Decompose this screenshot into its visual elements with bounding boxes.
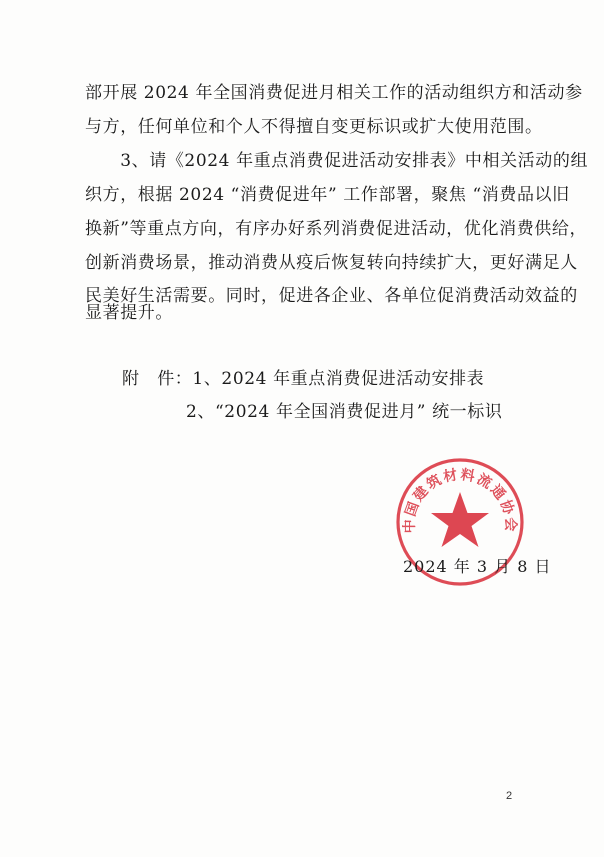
body-line-1: 部开展 2024 年全国消费促进月相关工作的活动组织方和活动参 — [85, 83, 583, 103]
body-line-8: 显著提升。 — [85, 303, 173, 323]
body-line-5: 换新”等重点方向，有序办好系列消费促进活动，优化消费供给， — [85, 219, 588, 239]
signature-date: 2024 年 3 月 8 日 — [403, 557, 552, 576]
seal-star-icon — [431, 492, 489, 547]
body-line-7: 民美好生活需要。同时，促进各企业、各单位促消费活动效益的 — [85, 286, 578, 306]
body-line-3: 3、请《2024 年重点消费促进活动安排表》中相关活动的组 — [85, 151, 589, 171]
body-line-4: 织方，根据 2024 “消费促进年” 工作部署，聚焦 “消费品以旧 — [85, 185, 570, 205]
attachment-line-2: 2、“2024 年全国消费促进月” 统一标识 — [186, 402, 503, 422]
body-line-2: 与方，任何单位和个人不得擅自变更标识或扩大使用范围。 — [85, 117, 543, 137]
page-number: 2 — [506, 790, 513, 802]
attachment-line-1: 附 件：1、2024 年重点消费促进活动安排表 — [122, 369, 485, 389]
body-line-6: 创新消费场景，推动消费从疫后恢复转向持续扩大，更好满足人 — [85, 253, 578, 273]
seal-text: 中国建筑材料流通协会 — [401, 466, 519, 534]
